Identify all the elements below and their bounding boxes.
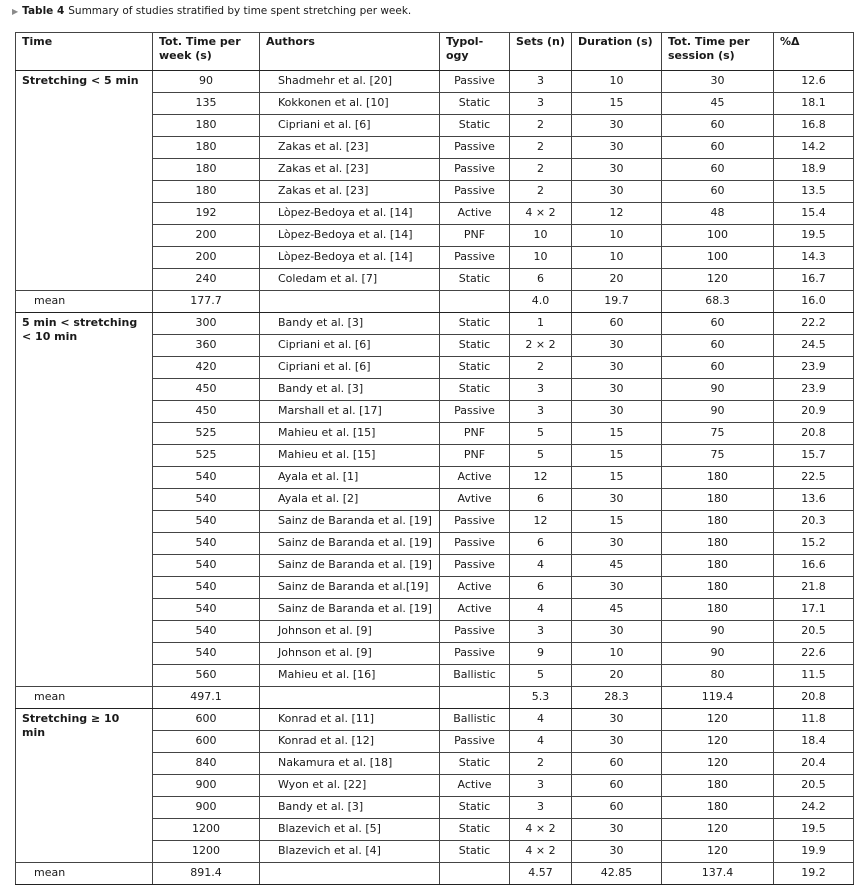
table-cell: Active (440, 577, 510, 599)
table-cell: 20.4 (774, 753, 854, 775)
mean-cell (260, 863, 440, 885)
table-cell: 60 (662, 159, 774, 181)
col-header-duration: Duration (s) (572, 33, 662, 71)
table-cell: Cipriani et al. [6] (260, 335, 440, 357)
table-cell: 12 (572, 203, 662, 225)
mean-cell: 4.0 (510, 291, 572, 313)
table-cell: Passive (440, 621, 510, 643)
table-cell: 4 (510, 731, 572, 753)
table-cell: 15.4 (774, 203, 854, 225)
table-cell: 2 (510, 753, 572, 775)
table-cell: 540 (153, 621, 260, 643)
table-cell: 16.7 (774, 269, 854, 291)
mean-cell: 137.4 (662, 863, 774, 885)
table-cell: 100 (662, 247, 774, 269)
group-label: Stretching < 5 min (16, 71, 153, 291)
table-cell: 6 (510, 489, 572, 511)
table-cell: 180 (662, 555, 774, 577)
table-cell: Passive (440, 511, 510, 533)
table-cell: Johnson et al. [9] (260, 643, 440, 665)
table-cell: 6 (510, 269, 572, 291)
table-cell: Static (440, 379, 510, 401)
group-label: Stretching ≥ 10 min (16, 709, 153, 863)
mean-cell: 28.3 (572, 687, 662, 709)
table-cell: 30 (572, 533, 662, 555)
table-cell: 9 (510, 643, 572, 665)
table-cell: 22.2 (774, 313, 854, 335)
table-cell: Lòpez-Bedoya et al. [14] (260, 203, 440, 225)
table-cell: 10 (510, 247, 572, 269)
table-cell: 30 (572, 577, 662, 599)
col-header-total-session: Tot. Time per session (s) (662, 33, 774, 71)
table-cell: 3 (510, 401, 572, 423)
table-cell: 20.5 (774, 621, 854, 643)
table-cell: 19.9 (774, 841, 854, 863)
table-body (16, 71, 854, 885)
table-cell: 90 (662, 643, 774, 665)
table-cell: 30 (572, 115, 662, 137)
mean-label: mean (16, 863, 153, 885)
table-cell: 3 (510, 775, 572, 797)
table-cell: Sainz de Baranda et al. [19] (260, 599, 440, 621)
table-cell: Ayala et al. [2] (260, 489, 440, 511)
table-cell: 900 (153, 797, 260, 819)
table-cell: Passive (440, 533, 510, 555)
table-cell: 4 × 2 (510, 841, 572, 863)
table-cell: 90 (662, 621, 774, 643)
table-cell: 4 × 2 (510, 819, 572, 841)
mean-cell (260, 291, 440, 313)
table-caption (12, 3, 411, 20)
mean-cell: 68.3 (662, 291, 774, 313)
table-cell: 30 (572, 621, 662, 643)
table-cell: Passive (440, 401, 510, 423)
table-cell: PNF (440, 225, 510, 247)
group-label: 5 min < stretching < 10 min (16, 313, 153, 687)
table-cell: 45 (572, 555, 662, 577)
table-cell: 10 (510, 225, 572, 247)
table-cell: Konrad et al. [12] (260, 731, 440, 753)
table-cell: 3 (510, 379, 572, 401)
mean-cell (440, 687, 510, 709)
table-cell: Passive (440, 181, 510, 203)
table-cell: Active (440, 775, 510, 797)
table-cell: 60 (662, 115, 774, 137)
mean-cell: 497.1 (153, 687, 260, 709)
col-header-sets: Sets (n) (510, 33, 572, 71)
table-cell: 540 (153, 555, 260, 577)
table-cell: Mahieu et al. [16] (260, 665, 440, 687)
table-cell: 17.1 (774, 599, 854, 621)
table-cell: Passive (440, 71, 510, 93)
table-cell: 21.8 (774, 577, 854, 599)
table-cell: 15 (572, 511, 662, 533)
table-cell: Shadmehr et al. [20] (260, 71, 440, 93)
mean-row (16, 863, 854, 885)
table-cell: 11.8 (774, 709, 854, 731)
table-cell: 60 (662, 137, 774, 159)
table-cell: 180 (153, 159, 260, 181)
table-cell: 30 (572, 335, 662, 357)
table-cell: Static (440, 335, 510, 357)
table-cell: 15 (572, 93, 662, 115)
table-cell: 15 (572, 423, 662, 445)
table-cell: 540 (153, 489, 260, 511)
table-cell: 3 (510, 621, 572, 643)
table-cell: 180 (662, 489, 774, 511)
table-cell: Blazevich et al. [4] (260, 841, 440, 863)
table-cell: 20.9 (774, 401, 854, 423)
table-cell: 10 (572, 247, 662, 269)
mean-cell: 119.4 (662, 687, 774, 709)
table-cell: 360 (153, 335, 260, 357)
table-cell: 5 (510, 423, 572, 445)
table-cell: 10 (572, 643, 662, 665)
table-cell: 540 (153, 467, 260, 489)
table-cell: 900 (153, 775, 260, 797)
table-cell: Lòpez-Bedoya et al. [14] (260, 225, 440, 247)
table-cell: 18.4 (774, 731, 854, 753)
table-cell: 2 (510, 181, 572, 203)
table-cell: 90 (662, 401, 774, 423)
table-cell: 20.8 (774, 423, 854, 445)
table-cell: 120 (662, 731, 774, 753)
table-cell: Static (440, 841, 510, 863)
col-header-typology: Typol-ogy (440, 33, 510, 71)
mean-cell: 19.2 (774, 863, 854, 885)
mean-cell: 19.7 (572, 291, 662, 313)
table-cell: 30 (572, 731, 662, 753)
table-cell: Blazevich et al. [5] (260, 819, 440, 841)
table-cell: Cipriani et al. [6] (260, 357, 440, 379)
table-cell: Sainz de Baranda et al. [19] (260, 555, 440, 577)
table-cell: 45 (572, 599, 662, 621)
table-cell: 15 (572, 445, 662, 467)
table-cell: 22.6 (774, 643, 854, 665)
table-cell: 5 (510, 665, 572, 687)
table-cell: 2 (510, 357, 572, 379)
table-cell: 20 (572, 269, 662, 291)
table-cell: 19.5 (774, 225, 854, 247)
table-cell: Passive (440, 159, 510, 181)
table-cell: 90 (153, 71, 260, 93)
table-cell: 525 (153, 445, 260, 467)
table-cell: Zakas et al. [23] (260, 137, 440, 159)
table-cell: 540 (153, 511, 260, 533)
table-cell: Zakas et al. [23] (260, 181, 440, 203)
table-cell: 24.5 (774, 335, 854, 357)
table-cell: 420 (153, 357, 260, 379)
table-cell: PNF (440, 445, 510, 467)
table-cell: PNF (440, 423, 510, 445)
caption-label: Table 4 (22, 5, 65, 17)
table-cell: 22.5 (774, 467, 854, 489)
table-cell: 13.6 (774, 489, 854, 511)
table-cell: Mahieu et al. [15] (260, 445, 440, 467)
table-cell: Static (440, 819, 510, 841)
table-cell: Lòpez-Bedoya et al. [14] (260, 247, 440, 269)
table-cell: Active (440, 203, 510, 225)
table-row (16, 709, 854, 731)
table-cell: 192 (153, 203, 260, 225)
table-cell: Konrad et al. [11] (260, 709, 440, 731)
table-cell: Sainz de Baranda et al. [19] (260, 511, 440, 533)
table-cell: 180 (662, 599, 774, 621)
table-cell: Passive (440, 643, 510, 665)
caption-marker-icon: ▶ (12, 7, 19, 16)
table-cell: Active (440, 599, 510, 621)
table-cell: 840 (153, 753, 260, 775)
table-cell: Cipriani et al. [6] (260, 115, 440, 137)
table-cell: 75 (662, 423, 774, 445)
table-cell: 10 (572, 71, 662, 93)
table-cell: 1 (510, 313, 572, 335)
mean-cell: 177.7 (153, 291, 260, 313)
table-cell: 48 (662, 203, 774, 225)
table-cell: Passive (440, 731, 510, 753)
table-cell: 30 (572, 489, 662, 511)
table-cell: 4 (510, 599, 572, 621)
table-cell: 10 (572, 225, 662, 247)
table-cell: 30 (572, 401, 662, 423)
table-cell: 19.5 (774, 819, 854, 841)
table-cell: 180 (662, 775, 774, 797)
mean-cell: 42.85 (572, 863, 662, 885)
mean-cell (440, 291, 510, 313)
summary-table (15, 32, 854, 885)
table-cell: 13.5 (774, 181, 854, 203)
table-cell: Avtive (440, 489, 510, 511)
table-cell: Coledam et al. [7] (260, 269, 440, 291)
table-cell: 3 (510, 93, 572, 115)
table-cell: 16.8 (774, 115, 854, 137)
col-header-authors: Authors (260, 33, 440, 71)
table-cell: 14.3 (774, 247, 854, 269)
table-cell: 23.9 (774, 357, 854, 379)
table-cell: 1200 (153, 841, 260, 863)
table-cell: 4 × 2 (510, 203, 572, 225)
table-cell: 60 (662, 357, 774, 379)
table-cell: 80 (662, 665, 774, 687)
table-cell: 3 (510, 797, 572, 819)
table-cell: Static (440, 797, 510, 819)
table-cell: 120 (662, 269, 774, 291)
table-cell: 30 (572, 181, 662, 203)
table-cell: Ballistic (440, 709, 510, 731)
table-cell: 12 (510, 511, 572, 533)
table-cell: 60 (572, 313, 662, 335)
table-cell: Static (440, 115, 510, 137)
table-cell: Ayala et al. [1] (260, 467, 440, 489)
col-header-time: Time (16, 33, 153, 71)
table-cell: 4 (510, 709, 572, 731)
table-cell: Marshall et al. [17] (260, 401, 440, 423)
table-cell: Static (440, 357, 510, 379)
table-cell: 180 (153, 137, 260, 159)
table-cell: 18.9 (774, 159, 854, 181)
table-cell: 540 (153, 599, 260, 621)
table-cell: 60 (572, 797, 662, 819)
table-cell: Passive (440, 137, 510, 159)
table-cell: 30 (572, 709, 662, 731)
table-cell: 24.2 (774, 797, 854, 819)
table-cell: 12 (510, 467, 572, 489)
table-cell: Bandy et al. [3] (260, 313, 440, 335)
table-cell: 23.9 (774, 379, 854, 401)
table-row (16, 313, 854, 335)
table-cell: 15 (572, 467, 662, 489)
table-cell: 600 (153, 709, 260, 731)
table-cell: 15.7 (774, 445, 854, 467)
table-cell: Active (440, 467, 510, 489)
mean-cell: 16.0 (774, 291, 854, 313)
table-cell: 4 (510, 555, 572, 577)
table-cell: 60 (572, 753, 662, 775)
table-cell: 30 (572, 841, 662, 863)
table-cell: 120 (662, 709, 774, 731)
table-cell: 14.2 (774, 137, 854, 159)
col-header-total-week: Tot. Time per week (s) (153, 33, 260, 71)
table-cell: Bandy et al. [3] (260, 379, 440, 401)
table-cell: Zakas et al. [23] (260, 159, 440, 181)
mean-label: mean (16, 687, 153, 709)
table-cell: Passive (440, 555, 510, 577)
table-cell: Static (440, 313, 510, 335)
table-cell: 60 (572, 775, 662, 797)
table-cell: 6 (510, 533, 572, 555)
table-cell: 200 (153, 225, 260, 247)
table-cell: 180 (662, 467, 774, 489)
table-cell: 120 (662, 753, 774, 775)
header-row (16, 33, 854, 71)
table-cell: 120 (662, 819, 774, 841)
table-cell: 180 (153, 115, 260, 137)
table-cell: 18.1 (774, 93, 854, 115)
table-cell: 2 (510, 137, 572, 159)
mean-cell: 5.3 (510, 687, 572, 709)
table-cell: 120 (662, 841, 774, 863)
table-cell: 30 (572, 159, 662, 181)
table-cell: 60 (662, 335, 774, 357)
table-cell: 20.3 (774, 511, 854, 533)
table-cell: 16.6 (774, 555, 854, 577)
table-cell: Static (440, 753, 510, 775)
table-cell: 3 (510, 71, 572, 93)
table-cell: Sainz de Baranda et al. [19] (260, 533, 440, 555)
table-cell: 180 (662, 577, 774, 599)
mean-cell: 891.4 (153, 863, 260, 885)
table-cell: 540 (153, 577, 260, 599)
table-cell: 2 × 2 (510, 335, 572, 357)
table-cell: 180 (662, 797, 774, 819)
table-cell: 30 (572, 357, 662, 379)
table-cell: 45 (662, 93, 774, 115)
table-cell: Ballistic (440, 665, 510, 687)
col-header-percent-change: %Δ (774, 33, 854, 71)
table-cell: 1200 (153, 819, 260, 841)
mean-row (16, 291, 854, 313)
table-cell: 12.6 (774, 71, 854, 93)
table-cell: 2 (510, 159, 572, 181)
table-cell: 100 (662, 225, 774, 247)
table-cell: 11.5 (774, 665, 854, 687)
mean-cell: 4.57 (510, 863, 572, 885)
table-cell: Mahieu et al. [15] (260, 423, 440, 445)
table-cell: 30 (572, 819, 662, 841)
table-cell: 60 (662, 181, 774, 203)
table-cell: 60 (662, 313, 774, 335)
table-cell: 200 (153, 247, 260, 269)
table-cell: Sainz de Baranda et al.[19] (260, 577, 440, 599)
mean-cell (260, 687, 440, 709)
table-cell: 180 (662, 533, 774, 555)
table-cell: 135 (153, 93, 260, 115)
table-cell: Static (440, 269, 510, 291)
table-cell: 300 (153, 313, 260, 335)
table-cell: 2 (510, 115, 572, 137)
table-cell: 180 (662, 511, 774, 533)
table-row (16, 71, 854, 93)
table-cell: 20 (572, 665, 662, 687)
mean-row (16, 687, 854, 709)
mean-cell (440, 863, 510, 885)
caption-text: Summary of studies stratified by time spent stretching per week. (68, 5, 412, 17)
table-cell: 525 (153, 423, 260, 445)
table-cell: Nakamura et al. [18] (260, 753, 440, 775)
table-cell: 240 (153, 269, 260, 291)
table-cell: Wyon et al. [22] (260, 775, 440, 797)
table-cell: Passive (440, 247, 510, 269)
table-cell: 30 (572, 137, 662, 159)
table-cell: 5 (510, 445, 572, 467)
mean-label: mean (16, 291, 153, 313)
table-cell: 15.2 (774, 533, 854, 555)
table-cell: 450 (153, 401, 260, 423)
table-cell: 90 (662, 379, 774, 401)
table-cell: 20.5 (774, 775, 854, 797)
table-cell: 75 (662, 445, 774, 467)
table-cell: 450 (153, 379, 260, 401)
table-cell: 30 (572, 379, 662, 401)
table-cell: 540 (153, 643, 260, 665)
table-cell: Static (440, 93, 510, 115)
table-cell: 30 (662, 71, 774, 93)
table-cell: Johnson et al. [9] (260, 621, 440, 643)
table-cell: Bandy et al. [3] (260, 797, 440, 819)
table-cell: 540 (153, 533, 260, 555)
mean-cell: 20.8 (774, 687, 854, 709)
table-cell: 180 (153, 181, 260, 203)
table-cell: 600 (153, 731, 260, 753)
table-cell: 6 (510, 577, 572, 599)
table-cell: 560 (153, 665, 260, 687)
table-cell: Kokkonen et al. [10] (260, 93, 440, 115)
